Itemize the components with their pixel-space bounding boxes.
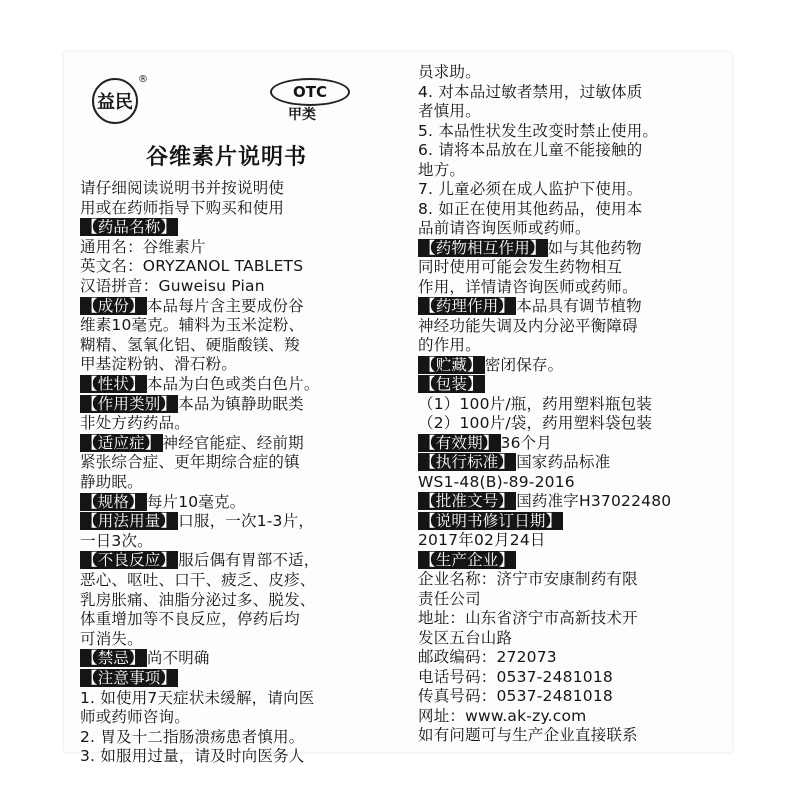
section-text: 尚不明确 <box>146 649 210 668</box>
section-heading: 【执行标准】 <box>420 453 515 471</box>
leaflet-line: 员求助。 <box>418 63 481 81</box>
section-text: 口服，一次1-3片， <box>178 512 315 531</box>
section-heading: 【规格】 <box>82 492 145 511</box>
leaflet-line: 4. 对本品过敏者禁用，过敏体质 <box>418 82 643 101</box>
section-text: 36个月 <box>500 433 553 452</box>
section-heading: 【性状】 <box>82 375 145 393</box>
leaflet-line <box>80 492 245 512</box>
leaflet-line: 英文名：ORYZANOL TABLETS <box>80 257 304 276</box>
leaflet-line: 一日3次。 <box>80 531 153 550</box>
leaflet-line: 维素10毫克。辅料为玉米淀粉、 <box>80 316 305 335</box>
leaflet-line: 地方。 <box>418 160 466 179</box>
leaflet-line <box>80 394 304 414</box>
leaflet-line: 2017年02月24日 <box>418 531 546 549</box>
leaflet-line: 用或在药师指导下购买和使用 <box>80 198 285 217</box>
leaflet-line: 如有问题可与生产企业直接联系 <box>418 726 638 744</box>
otc-badge: OTC <box>270 78 350 106</box>
leaflet-line: 3. 如服用过量，请及时向医务人 <box>80 747 305 766</box>
section-heading: 【贮藏】 <box>420 355 483 374</box>
leaflet-line: 可消失。 <box>80 629 143 648</box>
leaflet-line: 请仔细阅读说明书并按说明使 <box>80 179 285 197</box>
document-title: 谷维素片说明书 <box>146 145 308 170</box>
leaflet-line <box>418 296 642 316</box>
section-heading: 【包装】 <box>420 375 483 393</box>
leaflet-line <box>80 217 178 237</box>
leaflet-line: 2. 胃及十二指肠溃疡患者慎用。 <box>80 727 305 746</box>
leaflet-line <box>418 550 516 570</box>
leaflet-line <box>418 491 671 511</box>
leaflet-line: 通用名：谷维素片 <box>80 237 206 256</box>
leaflet-line: 8. 如正在使用其他药品，使用本 <box>418 199 643 218</box>
section-text: 每片10毫克。 <box>146 492 246 511</box>
leaflet-line <box>80 668 178 688</box>
leaflet-line <box>418 452 610 472</box>
leaflet-line: 甲基淀粉钠、滑石粉。 <box>80 355 238 374</box>
leaflet-line: 网址：www.ak-zy.com <box>418 706 587 725</box>
section-heading: 【有效期】 <box>420 433 499 452</box>
leaflet-line: 同时使用可能会发生药物相互 <box>418 258 623 276</box>
brand-logo: 益民 <box>92 78 138 124</box>
otc-class: 甲类 <box>288 107 316 123</box>
leaflet-line: 的作用。 <box>418 336 481 354</box>
section-text: 服后偶有胃部不适， <box>178 551 320 570</box>
leaflet-line <box>80 648 210 668</box>
section-heading: 【作用类别】 <box>82 394 177 413</box>
leaflet-line: 7. 儿童必须在成人监护下使用。 <box>418 180 643 198</box>
leaflet-line: （2）100片/袋，药用塑料袋包装 <box>418 414 653 432</box>
leaflet-line: 1. 如使用7天症状未缓解，请向医 <box>80 688 315 707</box>
section-heading: 【适应症】 <box>82 433 161 452</box>
section-text: 国家药品标准 <box>516 453 611 471</box>
leaflet-line: 紧张综合症、更年期综合症的镇 <box>80 453 300 472</box>
leaflet-line <box>418 374 485 394</box>
leaflet-line: 糊精、氢氧化铝、硬脂酸镁、羧 <box>80 335 300 354</box>
section-text: 密闭保存。 <box>484 355 564 374</box>
leaflet-line: （1）100片/瓶，药用塑料瓶包装 <box>418 394 653 413</box>
leaflet-line: 发区五台山路 <box>418 628 513 647</box>
section-heading: 【禁忌】 <box>82 649 145 668</box>
leaflet-line: 作用，详情请咨询医师或药师。 <box>418 277 638 296</box>
leaflet-line: 地址：山东省济宁市高新技术开 <box>418 609 638 627</box>
leaflet-line: 者慎用。 <box>418 102 481 120</box>
section-text: 本品为镇静助眠类 <box>178 394 304 413</box>
leaflet-line: 体重增加等不良反应，停药后均 <box>80 610 300 629</box>
section-heading: 【成份】 <box>82 296 145 315</box>
leaflet-line: 乳房胀痛、油脂分泌过多、脱发、 <box>80 590 316 609</box>
leaflet-line <box>80 550 320 570</box>
leaflet-line <box>80 374 320 394</box>
leaflet-line: 传真号码：0537-2481018 <box>418 687 613 705</box>
leaflet-line <box>418 355 563 375</box>
registered-mark: ® <box>138 74 148 85</box>
leaflet-line <box>80 433 304 453</box>
section-text: 神经官能症、经前期 <box>162 433 304 452</box>
leaflet-line: 电话号码：0537-2481018 <box>418 667 613 686</box>
leaflet-line: 5. 本品性状发生改变时禁止使用。 <box>418 121 659 140</box>
leaflet-line: 师或药师咨询。 <box>80 708 190 727</box>
leaflet-line: 恶心、呕吐、口干、疲乏、皮疹、 <box>80 571 316 589</box>
section-heading: 【批准文号】 <box>420 492 515 510</box>
leaflet-line: 非处方药药品。 <box>80 414 190 433</box>
leaflet-line: 6. 请将本品放在儿童不能接触的 <box>418 141 643 159</box>
section-text: 国药准字H37022480 <box>516 492 672 510</box>
leaflet-line <box>80 511 314 531</box>
section-heading: 【不良反应】 <box>82 551 177 570</box>
leaflet-line: 邮政编码：272073 <box>418 648 557 666</box>
leaflet-line <box>418 433 552 453</box>
section-text: 本品具有调节植物 <box>516 297 642 315</box>
section-heading: 【说明书修订日期】 <box>420 511 562 530</box>
section-heading: 【注意事项】 <box>82 669 177 687</box>
leaflet-line: 企业名称：济宁市安康制药有限 <box>418 570 638 588</box>
leaflet-line: WS1-48(B)-89-2016 <box>418 472 575 491</box>
leaflet-line <box>418 511 563 531</box>
section-text: 本品每片含主要成份谷 <box>146 296 304 315</box>
leaflet-line: 责任公司 <box>418 589 481 608</box>
section-text: 如与其他药物 <box>547 238 642 257</box>
section-text: 本品为白色或类白色片。 <box>146 375 320 393</box>
section-heading: 【生产企业】 <box>420 550 515 569</box>
leaflet-line <box>80 296 304 316</box>
section-heading: 【药理作用】 <box>420 297 515 315</box>
leaflet-line: 品前请咨询医师或药师。 <box>418 219 591 237</box>
leaflet-line <box>418 238 642 258</box>
leaflet-line: 汉语拼音：Guweisu Pian <box>80 277 265 295</box>
leaflet-line: 静助眠。 <box>80 473 143 491</box>
section-heading: 【药物相互作用】 <box>420 238 546 257</box>
section-heading: 【用法用量】 <box>82 512 177 531</box>
leaflet-line: 神经功能失调及内分泌平衡障碍 <box>418 316 638 335</box>
section-heading: 【药品名称】 <box>82 218 177 237</box>
